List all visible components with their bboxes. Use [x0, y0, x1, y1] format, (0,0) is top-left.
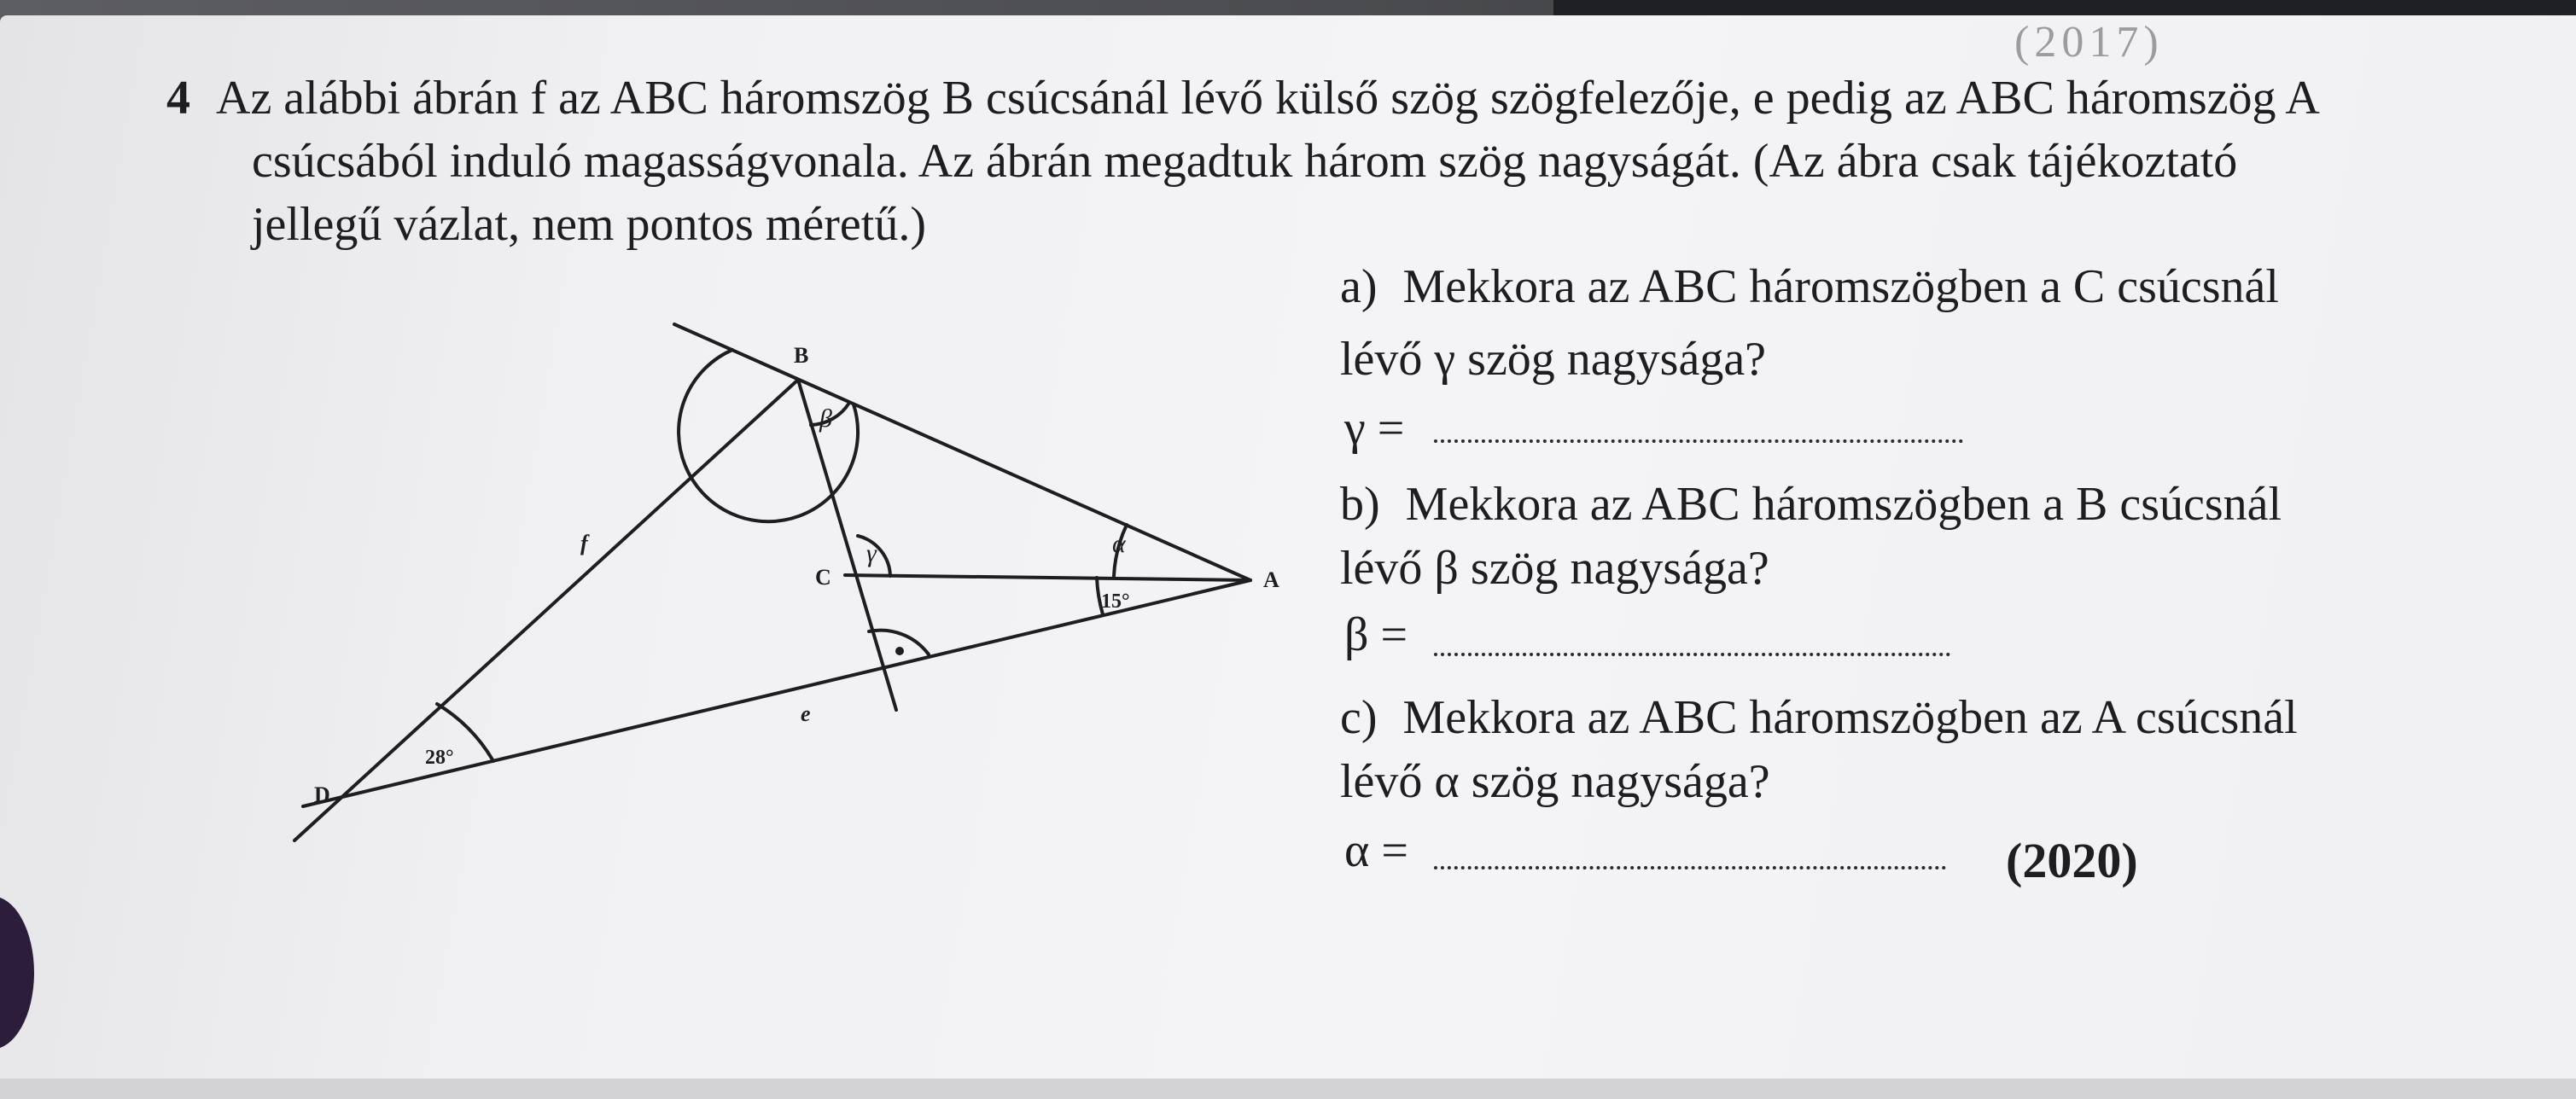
answer-label-beta: β = [1344, 608, 1408, 661]
label-alpha: α [1112, 530, 1126, 558]
question-c-text: c) [1340, 691, 1378, 744]
source-year: (2020) [2006, 833, 2138, 888]
question-a-text: a) [1340, 260, 1378, 313]
question-a-line1: Mekkora az ABC háromszögben a C csúcsnál [1402, 260, 2279, 313]
intro-line-1: Az alábbi ábrán f az ABC háromszög B csúcsánál lévő külső szög szögfelezője, e pedig az ABC háromszög A [216, 72, 2320, 125]
line-ba [674, 324, 1250, 580]
question-a-line-2: lévő γ szög nagysága? [1340, 333, 1767, 386]
question-a-line-1 [1340, 256, 2279, 317]
label-beta: β [819, 404, 832, 433]
line-ca [845, 575, 1250, 580]
line-da [303, 580, 1250, 806]
label-b: B [794, 343, 809, 368]
intro-line-3: jellegű vázlat, nem pontos méretű.) [252, 198, 926, 251]
line-e [798, 380, 896, 710]
label-angle-15: 15° [1101, 590, 1130, 613]
question-b-text: b) [1340, 478, 1380, 531]
answer-blank-alpha[interactable] [1434, 866, 1946, 869]
label-c: C [815, 565, 831, 590]
arc-exterior-b [679, 350, 858, 521]
question-c-line-1 [1340, 687, 2298, 748]
header-year-fragment: (2017) [2014, 18, 2164, 67]
question-c-line-2: lévő α szög nagysága? [1340, 755, 1770, 808]
answer-label-gamma: γ = [1344, 402, 1405, 455]
answer-blank-beta[interactable] [1434, 653, 1950, 656]
problem-number: 4 [166, 72, 190, 125]
label-gamma: γ [866, 539, 877, 567]
question-c-line1: Mekkora az ABC háromszögben az A csúcsnál [1402, 691, 2298, 744]
answer-label-alpha: α = [1344, 824, 1408, 877]
label-angle-28: 28° [425, 747, 454, 769]
label-d: D [314, 782, 330, 807]
answer-blank-gamma[interactable] [1434, 439, 1963, 443]
line-f [294, 380, 798, 840]
label-e: e [801, 701, 811, 726]
right-angle-dot [895, 647, 904, 655]
label-f: f [580, 531, 588, 555]
intro-line-2: csúcsából induló magasságvonala. Az ábrán megadtuk három szög nagyságát. (Az ábra csak tájékoztató [252, 135, 2238, 188]
question-b-line1: Mekkora az ABC háromszögben a B csúcsnál [1405, 478, 2282, 531]
question-b-line-1 [1340, 474, 2282, 535]
question-b-line-2: lévő β szög nagysága? [1340, 542, 1769, 595]
label-a: A [1263, 567, 1279, 592]
